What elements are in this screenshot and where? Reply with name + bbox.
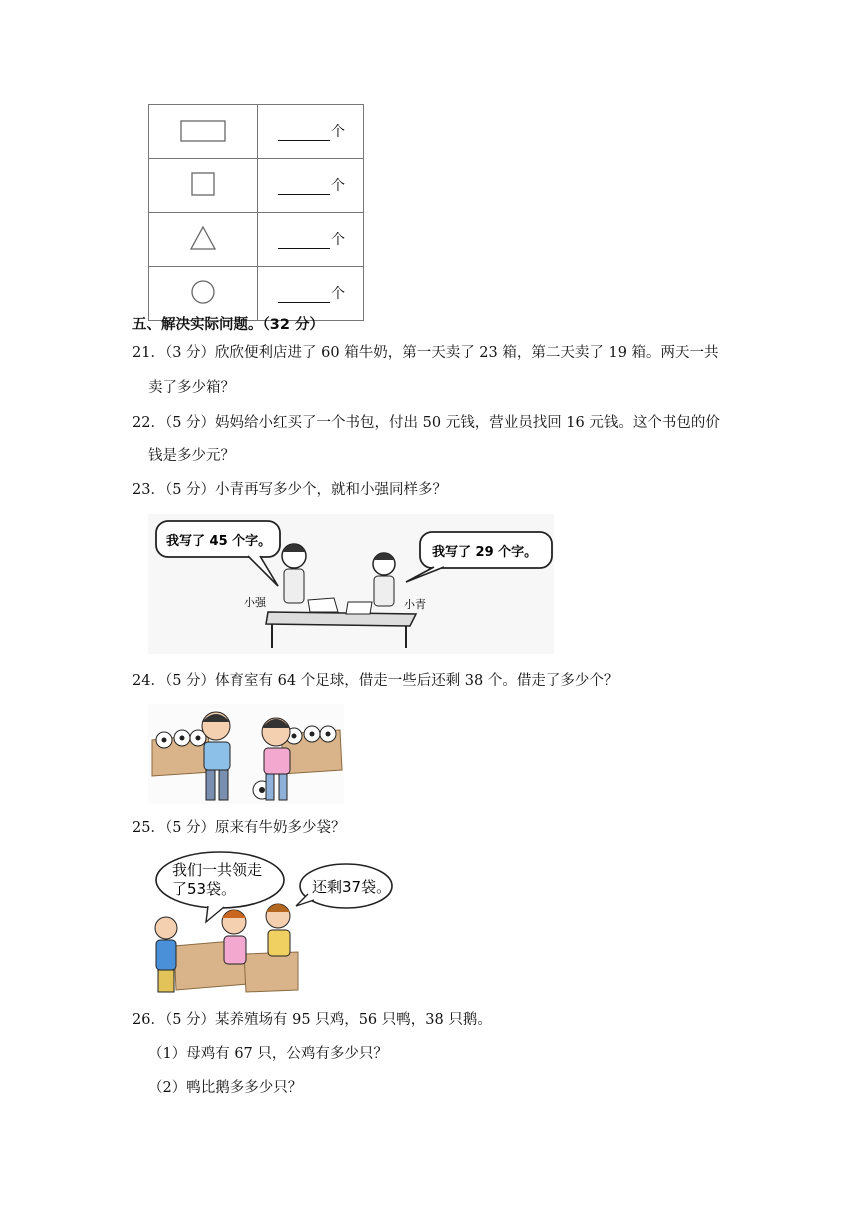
circle-icon <box>149 267 257 316</box>
unit-label: 个 <box>331 232 345 248</box>
question-21-line1: 21．（3 分）欣欣便利店进了 60 箱牛奶，第一天卖了 23 箱，第二天卖了 19 箱。两天一共 <box>132 345 719 361</box>
answer-cell[interactable] <box>258 213 364 267</box>
unit-label: 个 <box>331 178 345 194</box>
question-26: 26．（5 分）某养殖场有 95 只鸡，56 只鸭，38 只鹅。 <box>132 1012 492 1028</box>
question-22-line2: 钱是多少元？ <box>148 448 235 464</box>
bubble-right-text: 还剩37袋。 <box>312 878 392 896</box>
question-25: 25．（5 分）原来有牛奶多少袋？ <box>132 820 346 836</box>
bubble-right-text: 我写了 29 个字。 <box>432 545 538 560</box>
bubble-left-text: 我写了 45 个字。 <box>166 534 272 549</box>
unit-label: 个 <box>331 286 345 302</box>
rectangle-icon <box>149 105 257 154</box>
writing-illustration <box>148 514 554 654</box>
name-right-label: 小青 <box>404 598 426 611</box>
shape-cell <box>149 159 258 213</box>
football-illustration <box>148 704 344 804</box>
bubble-left-line2: 了53袋。 <box>172 880 237 898</box>
shape-cell <box>149 105 258 159</box>
table-row <box>149 105 364 159</box>
question-23: 23．（5 分）小青再写多少个，就和小强同样多？ <box>132 482 448 498</box>
question-24: 24．（5 分）体育室有 64 个足球，借走一些后还剩 38 个。借走了多少个？ <box>132 673 619 689</box>
unit-label: 个 <box>331 124 345 140</box>
question-21-line2: 卖了多少箱？ <box>148 380 235 396</box>
section-title: 五、解决实际问题。（32 分） <box>132 317 324 333</box>
answer-cell[interactable] <box>258 105 364 159</box>
shape-count-table <box>148 104 364 321</box>
square-icon <box>149 159 257 208</box>
answer-cell[interactable] <box>258 159 364 213</box>
name-left-label: 小强 <box>244 596 266 609</box>
table-row <box>149 159 364 213</box>
triangle-icon <box>149 213 257 262</box>
question-22-line1: 22．（5 分）妈妈给小红买了一个书包，付出 50 元钱，营业员找回 16 元钱。这个书包的价 <box>132 415 720 431</box>
question-26-sub2: （2）鸭比鹅多多少只？ <box>148 1080 303 1096</box>
milk-illustration <box>148 850 404 998</box>
question-26-sub1: （1）母鸡有 67 只，公鸡有多少只？ <box>148 1046 388 1062</box>
bubble-left-line1: 我们一共领走 <box>172 861 263 879</box>
table-row <box>149 213 364 267</box>
shape-cell <box>149 213 258 267</box>
